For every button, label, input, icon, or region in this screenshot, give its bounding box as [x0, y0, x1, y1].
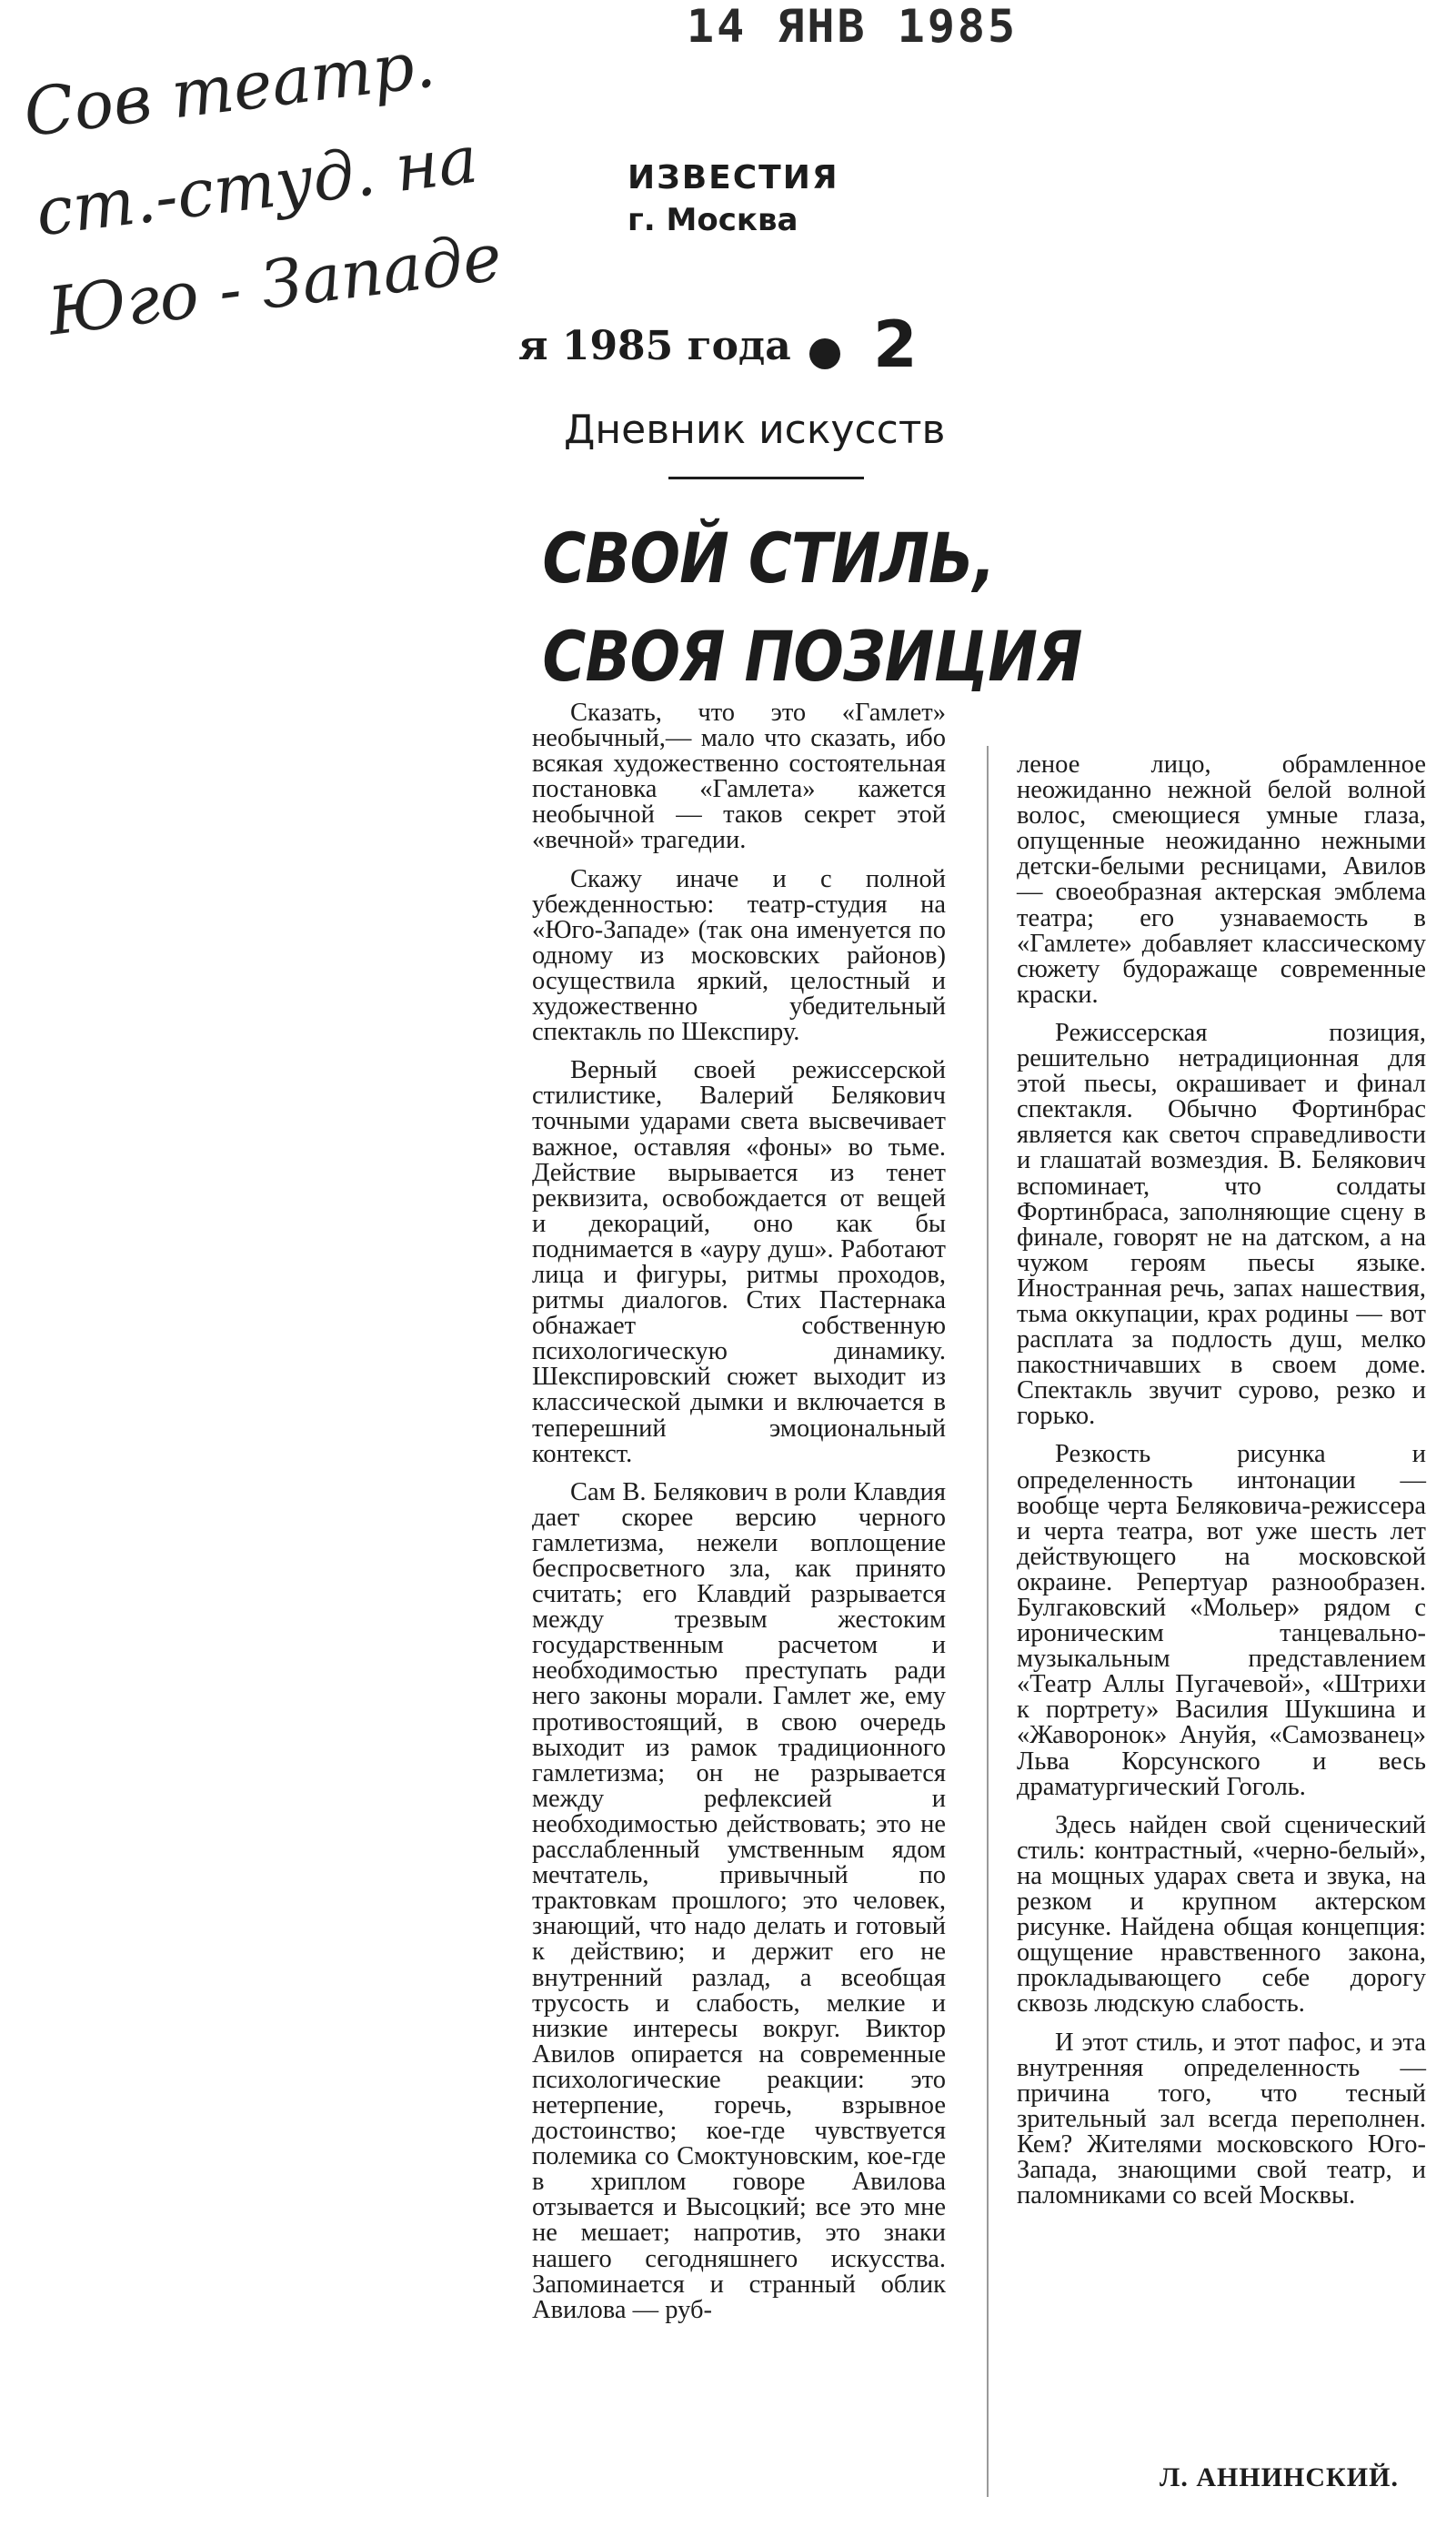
- column-divider: [987, 746, 989, 2497]
- paragraph: Скажу иначе и с полной убежденностью: театр-студия на «Юго-Западе» (так она именуется по одному из московских районов) осуществила яркий, целостный и художественно убедительный спектакль по Шекспиру.: [532, 864, 946, 1047]
- article-column-left: [532, 700, 946, 2336]
- rubric-divider: [668, 477, 864, 479]
- handwritten-line: Юго - Западе: [44, 218, 506, 350]
- paragraph: Резкость рисунка и определенность интонации — вообще черта Беляковича-режиссера и черта театра, вот уже шесть лет действующего на московской окраине. Репертуар разнообразен. Булгаковский «Мольер» рядом с ироническим танцевально-музыкальным представлением «Театр Аллы Пугачевой», «Штрихи к портрету» Василия Шукшина и «Жаворонок» Ануйя, «Самозванец» Льва Корсунского и весь драматургический Гоголь.: [1017, 1440, 1426, 1801]
- paragraph: Сам В. Белякович в роли Клавдия дает скорее версию черного гамлетизма, нежели воплощение беспросветного зла, как принято считать; его Клавдий разрывается между трезвым жестоким государственным расчетом и необходимостью преступать ради него законы морали. Гамлет же, ему противостоящий, в свою очередь выходит из рамок традиционного гамлетизма; он не разрывается между рефлексией и необходимостью действовать; это не расслабленный умственным ядом мечтатель, привычный по трактовкам прошлого; это человек, знающий, что надо делать и готовый к действию; и держит его не внутренний разлад, а всеобщая трусость и слабость, мелкие и низкие интересы вокруг. Виктор Авилов опирается на современные психологические реакции: это нетерпение, горечь, взрывное достоинство; кое-где чувствуется полемика со Смоктуновским, кое-где в хриплом говоре Авилова отзывается и Высоцкий; все это мне не мешает; напротив, это знаки нашего сегодняшнего искусства. Запоминается и странный облик Авилова — руб-: [532, 1477, 946, 2324]
- archive-date-stamp: 14 ЯНВ 1985: [687, 0, 1019, 53]
- page-number: 2: [873, 307, 918, 382]
- rubric-title: Дневник искусств: [564, 407, 946, 453]
- newspaper-name-stamp: ИЗВЕСТИЯ: [628, 159, 839, 196]
- handwritten-note: [18, 6, 524, 362]
- article-headline: [542, 509, 1082, 706]
- headline-line-2: СВОЯ ПОЗИЦИЯ: [542, 616, 1082, 697]
- newspaper-city-stamp: г. Москва: [628, 202, 798, 238]
- paragraph: леное лицо, обрамленное неожиданно нежной белой волной волос, смеющиеся умные глаза, опущенные неожиданно нежными детски-белыми ресницами, Авилов — своеобразная актерская эмблема театра; его узнаваемость в «Гамлете» добавляет классическому сюжету будоражаще современные краски.: [1017, 750, 1426, 1009]
- bullet-dot-icon: [809, 338, 840, 369]
- page-date-fragment: я 1985 года: [518, 323, 791, 369]
- article-author: Л. АННИНСКИЙ.: [1160, 2462, 1399, 2492]
- headline-line-1: СВОЙ СТИЛЬ,: [542, 518, 995, 599]
- handwritten-line: Сов театр.: [19, 25, 439, 152]
- paragraph: Режиссерская позиция, решительно нетрадиционная для этой пьесы, окрашивает и финал спектакля. Обычно Фортинбрас является как светоч справедливости и глашатай возмездия. В. Белякович вспоминает, что солдаты Фортинбраса, заполняющие сцену в финале, говорят не на датском, а на чужом героям пьесы языке. Иностранная речь, запах нашествия, тьма оккупации, крах родины — вот расплата за подлость душ, мелко пакостничавших в своем доме. Спектакль звучит сурово, резко и горько.: [1017, 1018, 1426, 1431]
- article-column-right: [1017, 752, 1426, 2221]
- paragraph: И этот стиль, и этот пафос, и эта внутренняя определенность — причина того, что тесный зрительный зал всегда переполнен. Кем? Жителями московского Юго-Запада, знающими свой театр, и паломниками со всей Москвы.: [1017, 2028, 1426, 2210]
- paragraph: Верный своей режиссерской стилистике, Валерий Белякович точными ударами света высвечивает важное, оставляя «фоны» во тьме. Действие вырывается из тенет реквизита, освобождается от вещей и декораций, оно как бы поднимается в «ауру душ». Работают лица и фигуры, ритмы проходов, ритмы диалогов. Стих Пастернака обнажает собственную психологическую динамику. Шекспировский сюжет выходит из классической дымки и включается в теперешний эмоциональный контекст.: [532, 1056, 946, 1468]
- paragraph: Здесь найден свой сценический стиль: контрастный, «черно-белый», на мощных ударах света и звука, на резком и крупном актерском рисунке. Найдена общая концепция: ощущение нравственного закона, прокладывающего себе дорогу сквозь людскую слабость.: [1017, 1810, 1426, 2018]
- paragraph: Сказать, что это «Гамлет» необычный,— мало что сказать, ибо всякая художественно состоятельная постановка «Гамлета» кажется необычной — таков секрет этой «вечной» трагедии.: [532, 699, 946, 855]
- handwritten-line: ст.-студ. на: [31, 120, 482, 251]
